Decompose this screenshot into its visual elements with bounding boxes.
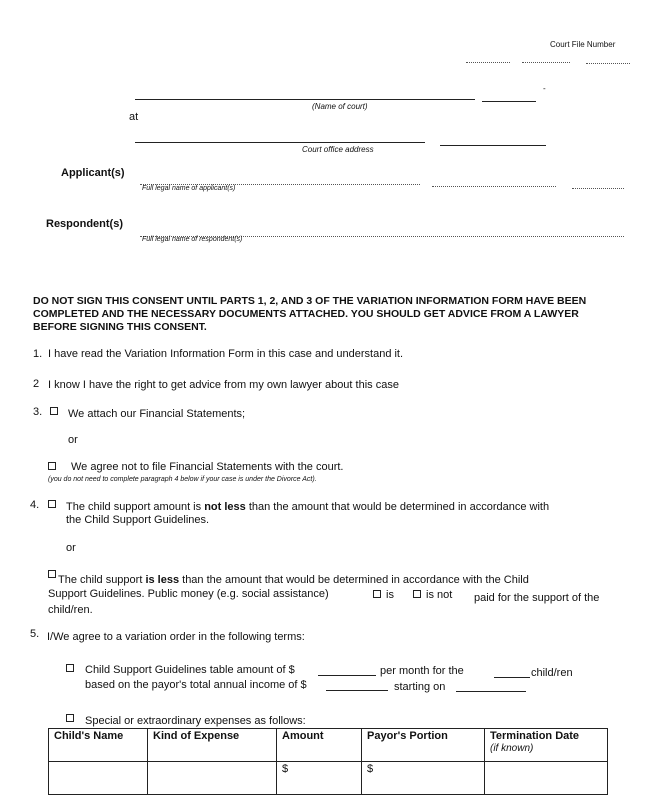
item-3a-text: We attach our Financial Statements; (68, 408, 246, 420)
number-of-children-field[interactable] (494, 677, 530, 678)
annual-income-field[interactable] (326, 690, 388, 691)
court-address-field-2[interactable] (440, 145, 546, 146)
respondent-hint: Full legal name of respondent(s) (142, 236, 243, 243)
at-label: at (129, 111, 139, 123)
item-5a-line2-text-1: based on the payor's total annual income of $ (85, 679, 307, 691)
is-checkbox[interactable] (373, 588, 383, 600)
name-of-court-caption: (Name of court) (312, 102, 368, 111)
is-label: is (386, 589, 394, 601)
item-4a-checkbox[interactable] (48, 498, 58, 510)
item-4b-text-line3: child/ren. (48, 604, 93, 616)
applicant-name-field-3[interactable] (572, 188, 624, 189)
item-4a-text: The child support amount is not less than the amount that would be determined in accordance with (66, 501, 550, 513)
cell-childs-name[interactable] (49, 762, 148, 795)
item-5b-checkbox[interactable] (66, 712, 76, 724)
start-date-field[interactable] (456, 691, 526, 692)
item-1-number: 1. (33, 348, 43, 360)
respondent-label: Respondent(s) (46, 218, 123, 230)
item-5a-text-1: Child Support Guidelines table amount of $ (85, 664, 295, 676)
dash-mark: - (543, 84, 546, 93)
table-amount-field[interactable] (318, 675, 376, 676)
item-4b-line2-end: paid for the support of the (474, 592, 600, 604)
col-kind-of-expense: Kind of Expense (148, 729, 277, 762)
table-row (49, 762, 608, 795)
item-3b-checkbox[interactable] (48, 460, 58, 472)
item-4b-text-line2: Support Guidelines. Public money (e.g. social assistance) (48, 588, 329, 600)
item-5-number: 5. (30, 628, 40, 640)
item-4a-text-line2: the Child Support Guidelines. (66, 514, 210, 526)
cell-kind-of-expense[interactable] (148, 762, 277, 795)
item-1-text: I have read the Variation Information Form in this case and understand it. (48, 348, 404, 360)
item-5b-text: Special or extraordinary expenses as follows: (85, 715, 306, 727)
is-not-label: is not (426, 589, 453, 601)
item-4b-checkbox[interactable] (48, 568, 58, 580)
is-not-checkbox[interactable] (413, 588, 423, 600)
court-file-number-field-2[interactable] (522, 62, 570, 63)
item-3b-text: We agree not to file Financial Statements with the court. (71, 461, 344, 473)
applicant-label: Applicant(s) (61, 167, 125, 179)
item-5a-line2-text-2: starting on (394, 681, 446, 693)
table-header-row (49, 729, 608, 762)
court-file-number-label: Court File Number (550, 40, 616, 49)
item-4b-text: The child support is less than the amount that would be determined in accordance with the Child (58, 574, 529, 586)
item-2-text: I know I have the right to get advice from my own lawyer about this case (48, 379, 399, 391)
court-file-number-field-3[interactable] (586, 63, 630, 64)
item-3a-checkbox[interactable] (50, 405, 60, 417)
col-payors-portion: Payor's Portion (362, 729, 485, 762)
court-name-field[interactable] (135, 99, 475, 100)
item-3-or: or (68, 434, 78, 446)
col-childs-name: Child's Name (49, 729, 148, 762)
item-4-or: or (66, 542, 76, 554)
item-4-number: 4. (30, 499, 40, 511)
warning-notice: DO NOT SIGN THIS CONSENT UNTIL PARTS 1, 2, AND 3 OF THE VARIATION INFORMATION FORM HAVE BEEN COMPLETED AND THE NECESSARY DOCUMENTS ATTACHED. YOU SHOULD GET ADVICE FROM A LAWYER BEFORE SIGNING THIS CONSENT. (33, 295, 587, 333)
item-3-note: (you do not need to complete paragraph 4 below if your case is under the Divorce Act). (48, 476, 317, 483)
cell-termination-date[interactable] (485, 762, 608, 795)
item-2-number: 2 (33, 378, 40, 390)
applicant-name-field-2[interactable] (432, 186, 556, 187)
cell-amount[interactable]: $ (277, 762, 362, 795)
cell-payors-portion[interactable]: $ (362, 762, 485, 795)
item-5a-text-3: child/ren (531, 667, 573, 679)
col-amount: Amount (277, 729, 362, 762)
applicant-hint: Full legal name of applicant(s) (142, 185, 236, 192)
item-3-number: 3. (33, 406, 43, 418)
col-termination-date: Termination Date (if known) (485, 729, 608, 762)
expenses-table (48, 728, 608, 795)
court-address-field[interactable] (135, 142, 425, 143)
court-file-number-field-1[interactable] (466, 62, 510, 63)
court-name-field-2[interactable] (482, 101, 536, 102)
item-5a-checkbox[interactable] (66, 662, 76, 674)
item-5a-text-2: per month for the (380, 665, 464, 677)
item-5-text: I/We agree to a variation order in the following terms: (47, 631, 305, 643)
termination-date-sub: (if known) (490, 743, 534, 754)
court-office-address-caption: Court office address (302, 145, 374, 154)
